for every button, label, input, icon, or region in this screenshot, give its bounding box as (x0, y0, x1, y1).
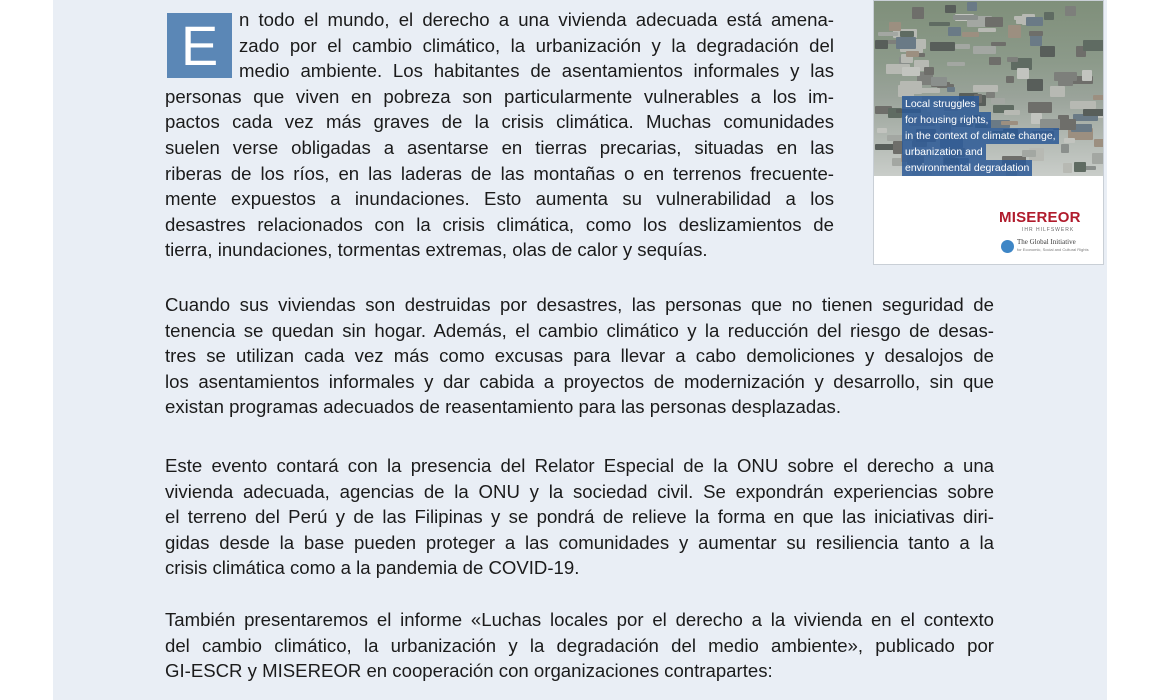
text-line: tenencia se quedan sin hogar. Además, el cambio climático y la reducción del riesgo de desas- (165, 319, 994, 341)
rooftop-shape (1007, 57, 1018, 62)
cover-title-line: Local struggles (902, 96, 979, 112)
text-line: medio ambiente. Los habitantes de asentamientos informales y las (239, 60, 834, 82)
cover-title-line: environmental degradation (902, 160, 1032, 176)
text-line: desastres relacionados con la crisis climática, como los deslizamientos de (165, 213, 834, 235)
text-line: gidas desde la base pueden proteger a las comunidades y aumentar su resiliencia tanto a la (165, 531, 994, 553)
rooftop-shape (948, 27, 960, 36)
paragraph-4 (165, 607, 994, 684)
rooftop-shape (991, 42, 1006, 47)
text-line: tres se utilizan cada vez más como excusas para llevar a cabo demoliciones y desalojos de (165, 345, 994, 367)
rooftop-shape (912, 7, 924, 18)
rooftop-shape (896, 37, 916, 49)
rooftop-shape (1030, 35, 1042, 46)
rooftop-shape (962, 32, 979, 36)
text-line: n todo el mundo, el derecho a una vivienda adecuada está amena- (239, 9, 834, 30)
rooftop-shape (1008, 25, 1021, 38)
text-line: pactos cada vez más graves de la crisis climática. Muchas comunidades (165, 111, 834, 133)
rooftop-shape (978, 28, 996, 32)
rooftop-shape (900, 31, 913, 36)
cover-title-line: in the context of climate change, (902, 128, 1059, 144)
drop-cap: E (167, 13, 232, 78)
report-cover-thumbnail (873, 0, 1104, 265)
rooftop-shape (1006, 76, 1014, 83)
rooftop-shape (877, 128, 887, 133)
rooftop-shape (902, 67, 920, 76)
text-line: del cambio climático, la urbanización y la degradación del medio ambiente», publicado por (165, 634, 994, 656)
rooftop-shape (931, 77, 947, 87)
global-initiative-logo (1001, 239, 1089, 253)
rooftop-shape (924, 67, 934, 75)
rooftop-shape (875, 40, 888, 49)
rooftop-shape (1065, 6, 1075, 17)
rooftop-shape (889, 22, 901, 30)
text-line: vivienda adecuada, agencias de la ONU y la sociedad civil. Se expondrán experiencias sobre (165, 480, 994, 502)
rooftop-shape (1054, 72, 1077, 81)
paragraph-1 (165, 7, 834, 263)
text-line: personas que viven en pobreza son particularmente vulnerables a los im- (165, 85, 834, 107)
text-line: mente expuestos a inundaciones. Esto aumenta su vulnerabilidad a los (165, 188, 834, 210)
rooftop-shape (1082, 70, 1092, 81)
rooftop-shape (953, 15, 978, 20)
partner-name: The Global Initiative (1017, 238, 1076, 246)
rooftop-shape (1017, 68, 1029, 79)
rooftop-shape (1027, 79, 1044, 91)
text-line: zado por el cambio climático, la urbanización y la degradación del (239, 34, 834, 56)
misereor-logo: MISEREOR (999, 209, 1081, 226)
text-line: crisis climática como a la pandemia de COVID-19. (165, 557, 580, 579)
text-line: riberas de los ríos, en las laderas de las montañas o en terrenos frecuente- (165, 162, 834, 184)
rooftop-shape (973, 46, 996, 54)
partner-subtitle: for Economic, Social and Cultural Rights (1017, 247, 1089, 252)
rooftop-shape (1083, 40, 1104, 51)
misereor-tagline: IHR HILFSWERK (1022, 227, 1075, 233)
cover-title-line: for housing rights, (902, 112, 991, 128)
rooftop-shape (989, 57, 1002, 65)
cover-title (902, 96, 1098, 176)
text-line: tierra, inundaciones, tormentas extremas, olas de calor y sequías. (165, 239, 708, 261)
text-line: los asentamientos informales y dar cabida a proyectos de modernización y desarrollo, sin que (165, 370, 994, 392)
rooftop-shape (930, 42, 956, 52)
text-line: También presentaremos el informe «Luchas locales por el derecho a la vivienda en el contexto (165, 609, 994, 630)
text-line: el terreno del Perú y de las Filipinas y se pondrá de relieve la forma en que las iniciativas diri- (165, 506, 994, 528)
paragraph-3 (165, 453, 994, 581)
rooftop-shape (916, 88, 941, 94)
rooftop-shape (1029, 31, 1043, 36)
cover-title-line: urbanization and (902, 144, 986, 160)
rooftop-shape (929, 22, 950, 26)
rooftop-shape (955, 44, 970, 49)
text-line: suelen verse obligadas a asentarse en tierras precarias, situadas en las (165, 136, 834, 158)
rooftop-shape (945, 5, 957, 14)
rooftop-shape (985, 17, 1004, 27)
rooftop-shape (1044, 12, 1054, 20)
rooftop-shape (947, 62, 965, 66)
text-line: existan programas adecuados de reasentamiento para las personas desplazadas. (165, 396, 841, 418)
rooftop-shape (1026, 17, 1042, 26)
rooftop-shape (947, 87, 955, 92)
text-line: Cuando sus viviendas son destruidas por desastres, las personas que no tienen seguridad de (165, 294, 994, 315)
text-line: GI-ESCR y MISEREOR en cooperación con organizaciones contrapartes: (165, 660, 773, 682)
global-initiative-icon (1001, 240, 1014, 253)
rooftop-shape (878, 32, 898, 36)
rooftop-shape (967, 2, 977, 10)
text-line: Este evento contará con la presencia del Relator Especial de la ONU sobre el derecho a una (165, 455, 994, 476)
paragraph-2 (165, 292, 994, 420)
rooftop-shape (1040, 46, 1055, 56)
rooftop-shape (906, 51, 919, 56)
